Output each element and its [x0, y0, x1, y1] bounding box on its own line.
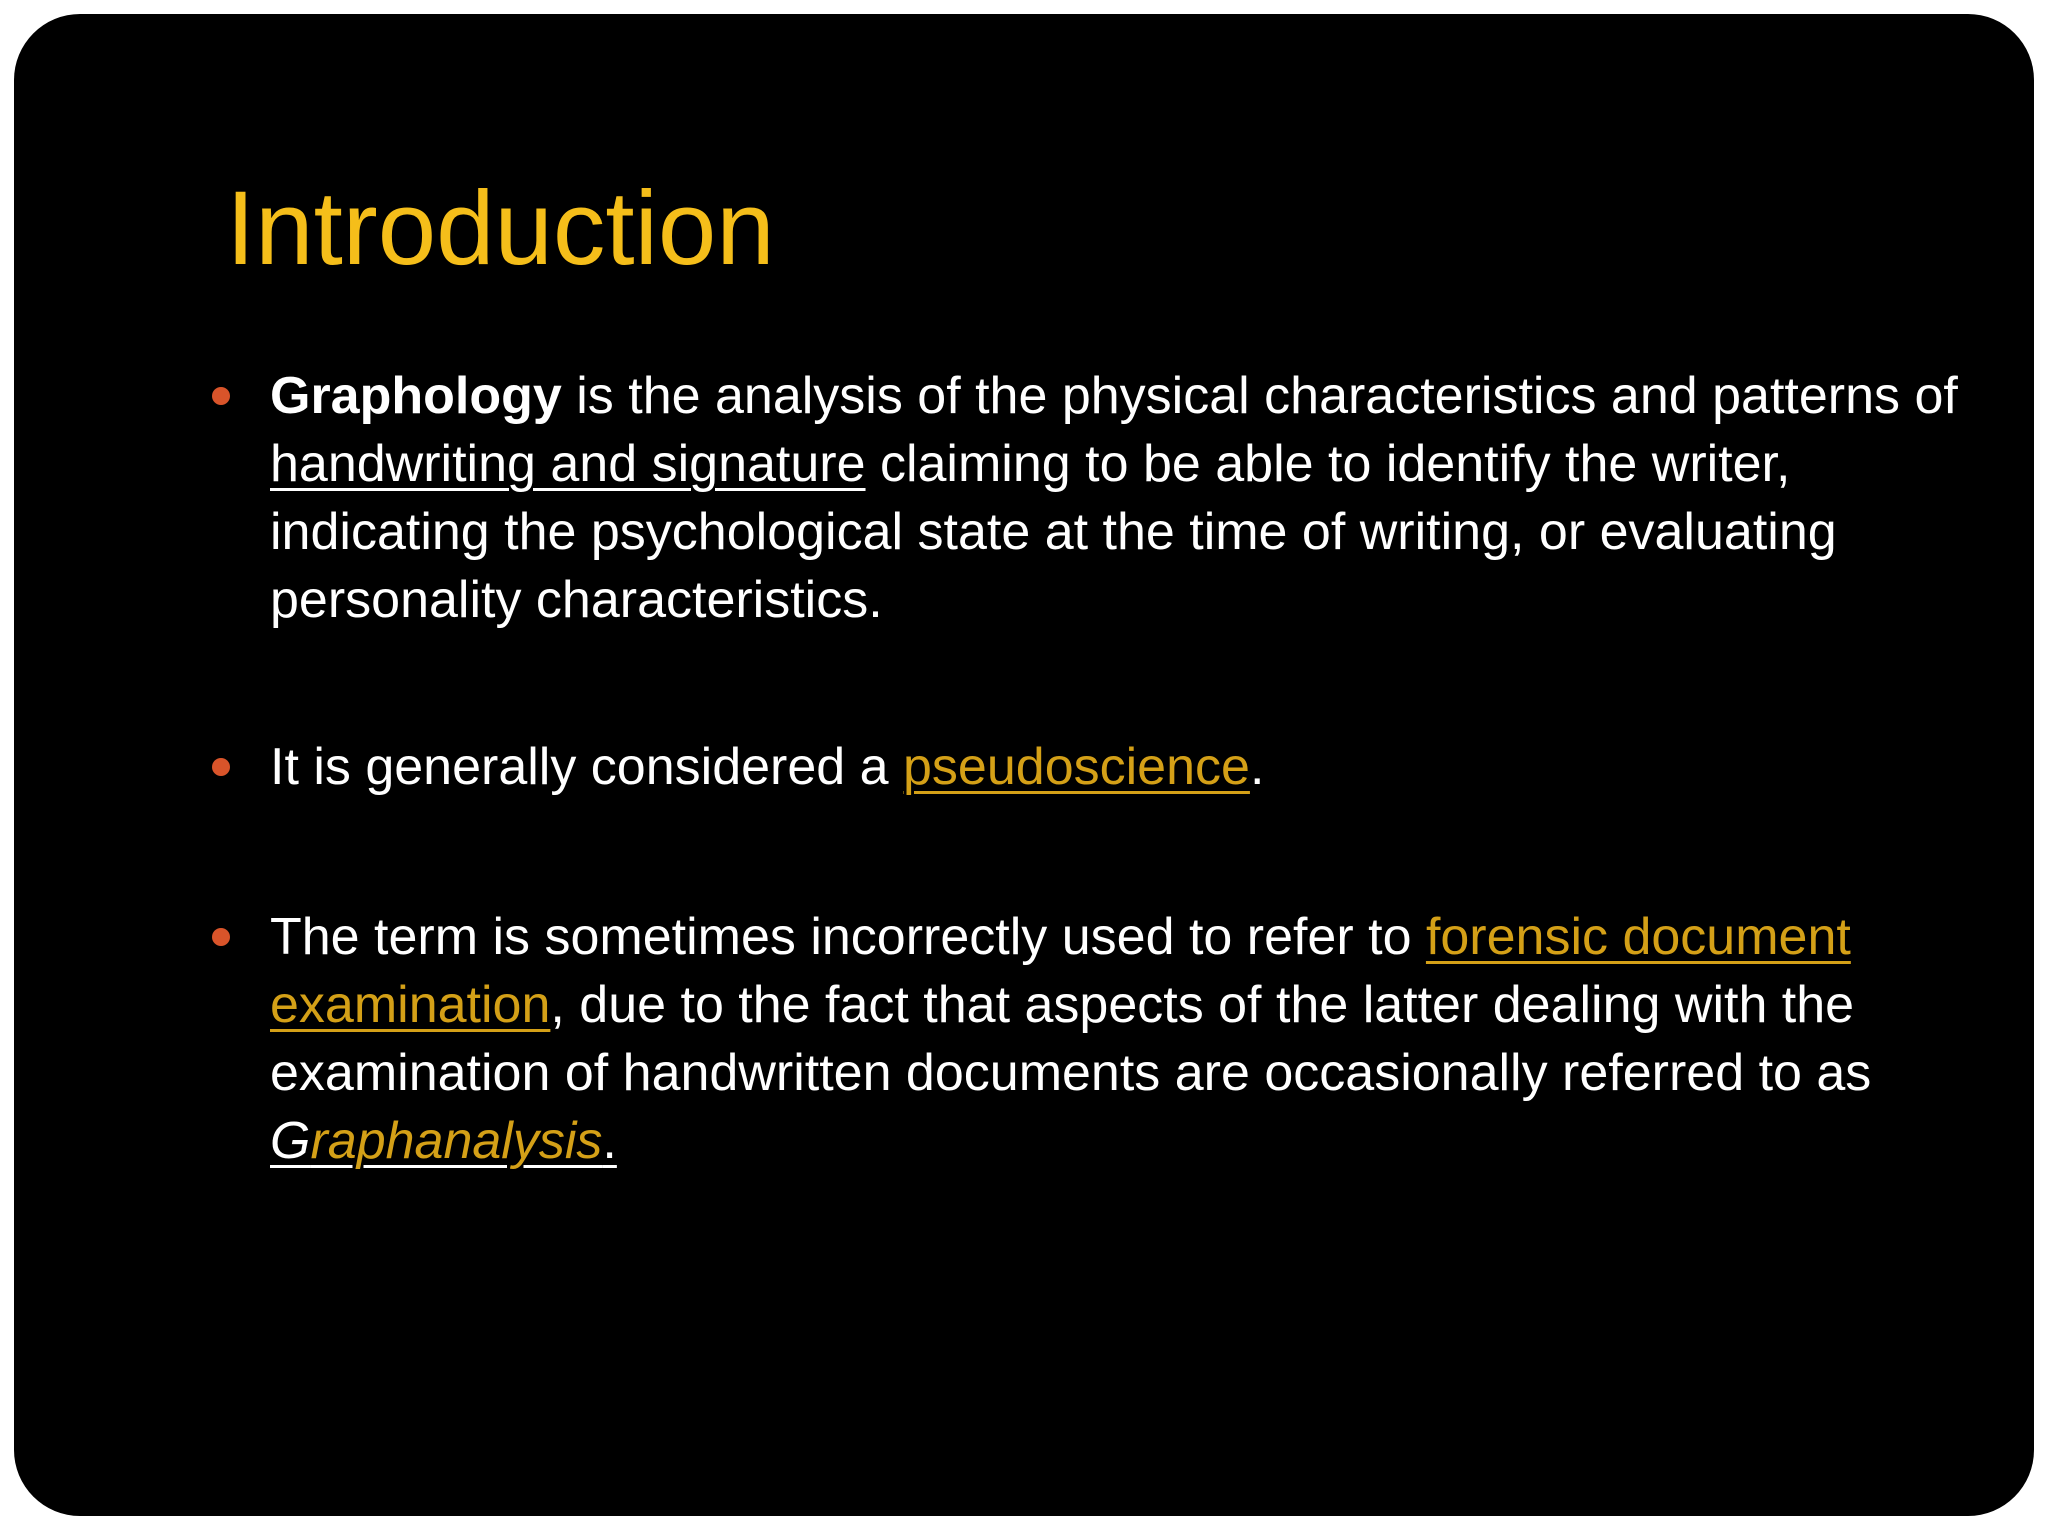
bullet-item — [270, 903, 1970, 1175]
link-graphanalysis-initial: G — [270, 1112, 311, 1170]
bullet-text: It is generally considered a — [270, 738, 904, 796]
link-graphanalysis[interactable] — [270, 1112, 617, 1170]
link-forensic-document-examination[interactable]: forensic document examination — [270, 908, 1851, 1034]
term-graphology: Graphology — [270, 367, 562, 425]
bullet-dot-icon — [212, 928, 230, 946]
underlined-phrase: handwriting and signature — [270, 435, 866, 493]
link-graphanalysis-rest: raphanalysis — [310, 1112, 603, 1170]
bullet-list — [270, 362, 1970, 1175]
bullet-item — [270, 733, 1970, 801]
link-pseudoscience[interactable]: pseudoscience — [903, 738, 1250, 796]
bullet-text: , due to the fact that aspects of the latter dealing with the examination of handwritten documents are occasionally referred to as — [270, 976, 1872, 1102]
bullet-item — [270, 362, 1970, 634]
bullet-dot-icon — [212, 758, 230, 776]
bullet-text: . — [1249, 738, 1265, 796]
bullet-text: claiming to be able to identify the writer, indicating the psychological state at the time of writing, or evaluating personality characteristics. — [270, 435, 1837, 629]
bullet-text: is the analysis of the physical characteristics and patterns of — [561, 367, 1958, 425]
slide-title: Introduction — [226, 170, 775, 287]
bullet-dot-icon — [212, 387, 230, 405]
bullet-text: . — [602, 1112, 617, 1170]
slide — [14, 14, 2034, 1516]
bullet-text: The term is sometimes incorrectly used to refer to — [270, 908, 1426, 966]
